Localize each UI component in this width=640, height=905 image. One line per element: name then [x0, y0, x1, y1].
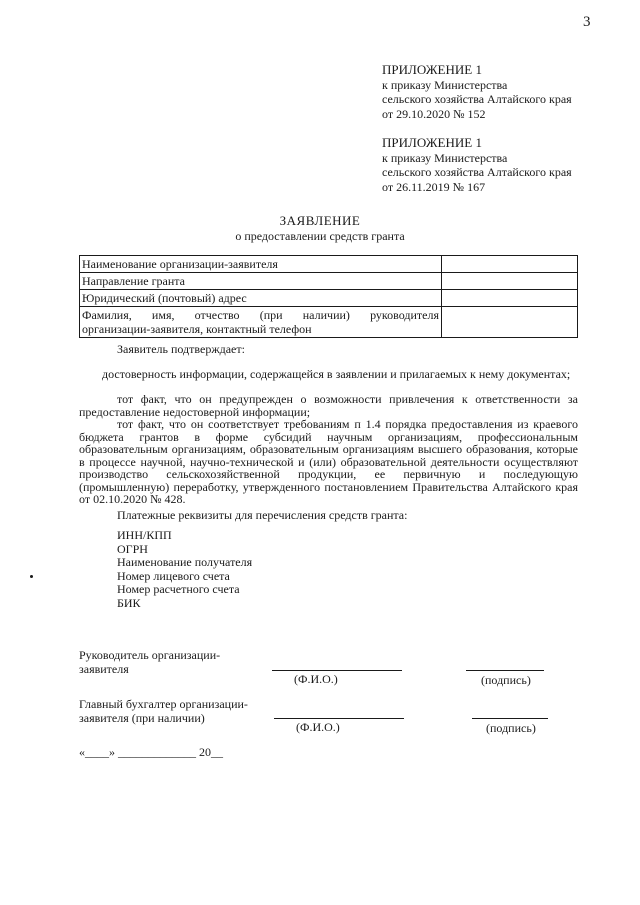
signature-label-line: заявителя (при наличии) [79, 711, 205, 725]
form-label: Юридический (почтовый) адрес [80, 290, 442, 307]
sign-caption: (подпись) [481, 673, 531, 687]
confirm-intro: Заявитель подтверждает: [117, 342, 245, 356]
payment-field-label: ИНН/КПП [117, 528, 172, 542]
application-form-table [79, 255, 578, 338]
payment-field-label: Наименование получателя [117, 555, 253, 569]
date-day-blank[interactable]: ____ [85, 745, 109, 759]
form-value-cell[interactable] [442, 290, 578, 307]
accountant-signature-label [79, 697, 248, 725]
accountant-fio-line[interactable] [274, 718, 404, 719]
date-quote-open: « [79, 745, 85, 759]
head-sign-line[interactable] [466, 670, 544, 671]
fio-caption: (Ф.И.О.) [294, 672, 338, 686]
date-year-prefix: 20 [199, 745, 211, 759]
appendix-line: от 29.10.2020 № 152 [382, 106, 486, 121]
form-label-line: организации-заявителя, контактный телефон [82, 322, 312, 336]
appendix-heading: ПРИЛОЖЕНИЕ 1 [382, 62, 482, 77]
payment-intro: Платежные реквизиты для перечисления средств гранта: [117, 508, 408, 522]
appendix-line: к приказу Министерства [382, 150, 508, 165]
form-label: Направление гранта [80, 273, 442, 290]
appendix-heading: ПРИЛОЖЕНИЕ 1 [382, 135, 482, 150]
fio-caption: (Ф.И.О.) [296, 720, 340, 734]
signature-label-line: Главный бухгалтер организации- [79, 697, 248, 711]
confirm-item: тот факт, что он соответствует требованиям п 1.4 порядка предоставления из краевого бюджета грантов в форме субсидий научным организациям, профессиональным образовательным организациям, образовательным организациям высшего образования, которые в процессе научной, научно-технической и (или) образовательной деятельности осуществляют производство сельскохозяйственной продукции, ее первичную и последующую (промышленную) переработку, утвержденного постановлением Правительства Алтайского края от 02.10.2020 № 428. [79, 417, 578, 506]
payment-field-label: Номер лицевого счета [117, 568, 230, 583]
signature-label-line: Руководитель организации- [79, 648, 221, 662]
head-fio-line[interactable] [272, 670, 402, 671]
date-year-blank[interactable]: __ [211, 745, 223, 759]
form-value-cell[interactable] [442, 256, 578, 273]
payment-field-label: ОГРН [117, 541, 148, 556]
form-label-line: Фамилия, имя, отчество (при наличии) руководителя [82, 308, 439, 322]
confirm-item [100, 368, 578, 381]
document-title: ЗАЯВЛЕНИЕ [279, 213, 361, 228]
form-value-cell[interactable] [442, 273, 578, 290]
appendix-line: сельского хозяйства Алтайского края [382, 92, 572, 106]
form-label-multiline [80, 307, 442, 338]
form-value-cell[interactable] [442, 307, 578, 338]
sign-caption: (подпись) [486, 721, 536, 735]
table-row [80, 290, 578, 307]
head-signature-label [79, 648, 220, 676]
confirm-item: тот факт, что он предупрежден о возможности привлечения к ответственности за предоставление недостоверной информации; [79, 392, 578, 419]
form-label: Наименование организации-заявителя [80, 256, 442, 273]
document-subtitle: о предоставлении средств гранта [235, 229, 405, 243]
signature-label-line: заявителя [79, 662, 129, 676]
appendix-block-previous [382, 136, 572, 194]
payment-field-label: Номер расчетного счета [117, 582, 240, 596]
table-row [80, 273, 578, 290]
table-row [80, 256, 578, 273]
page-number: 3 [583, 14, 591, 30]
confirm-text: достоверность информации, содержащейся в заявлении и прилагаемых к нему документах; [102, 367, 571, 381]
appendix-line: сельского хозяйства Алтайского края [382, 165, 572, 179]
appendix-line: от 26.11.2019 № 167 [382, 179, 486, 194]
date-line [79, 745, 223, 760]
appendix-block-current [382, 63, 572, 121]
date-quote-close: » [109, 745, 115, 759]
table-row [80, 307, 578, 338]
accountant-sign-line[interactable] [472, 718, 548, 719]
stray-mark [30, 575, 33, 578]
date-month-blank[interactable]: _____________ [118, 745, 196, 759]
payment-fields-list [117, 529, 252, 610]
appendix-line: к приказу Министерства [382, 77, 508, 92]
payment-field-label: БИК [117, 595, 141, 610]
